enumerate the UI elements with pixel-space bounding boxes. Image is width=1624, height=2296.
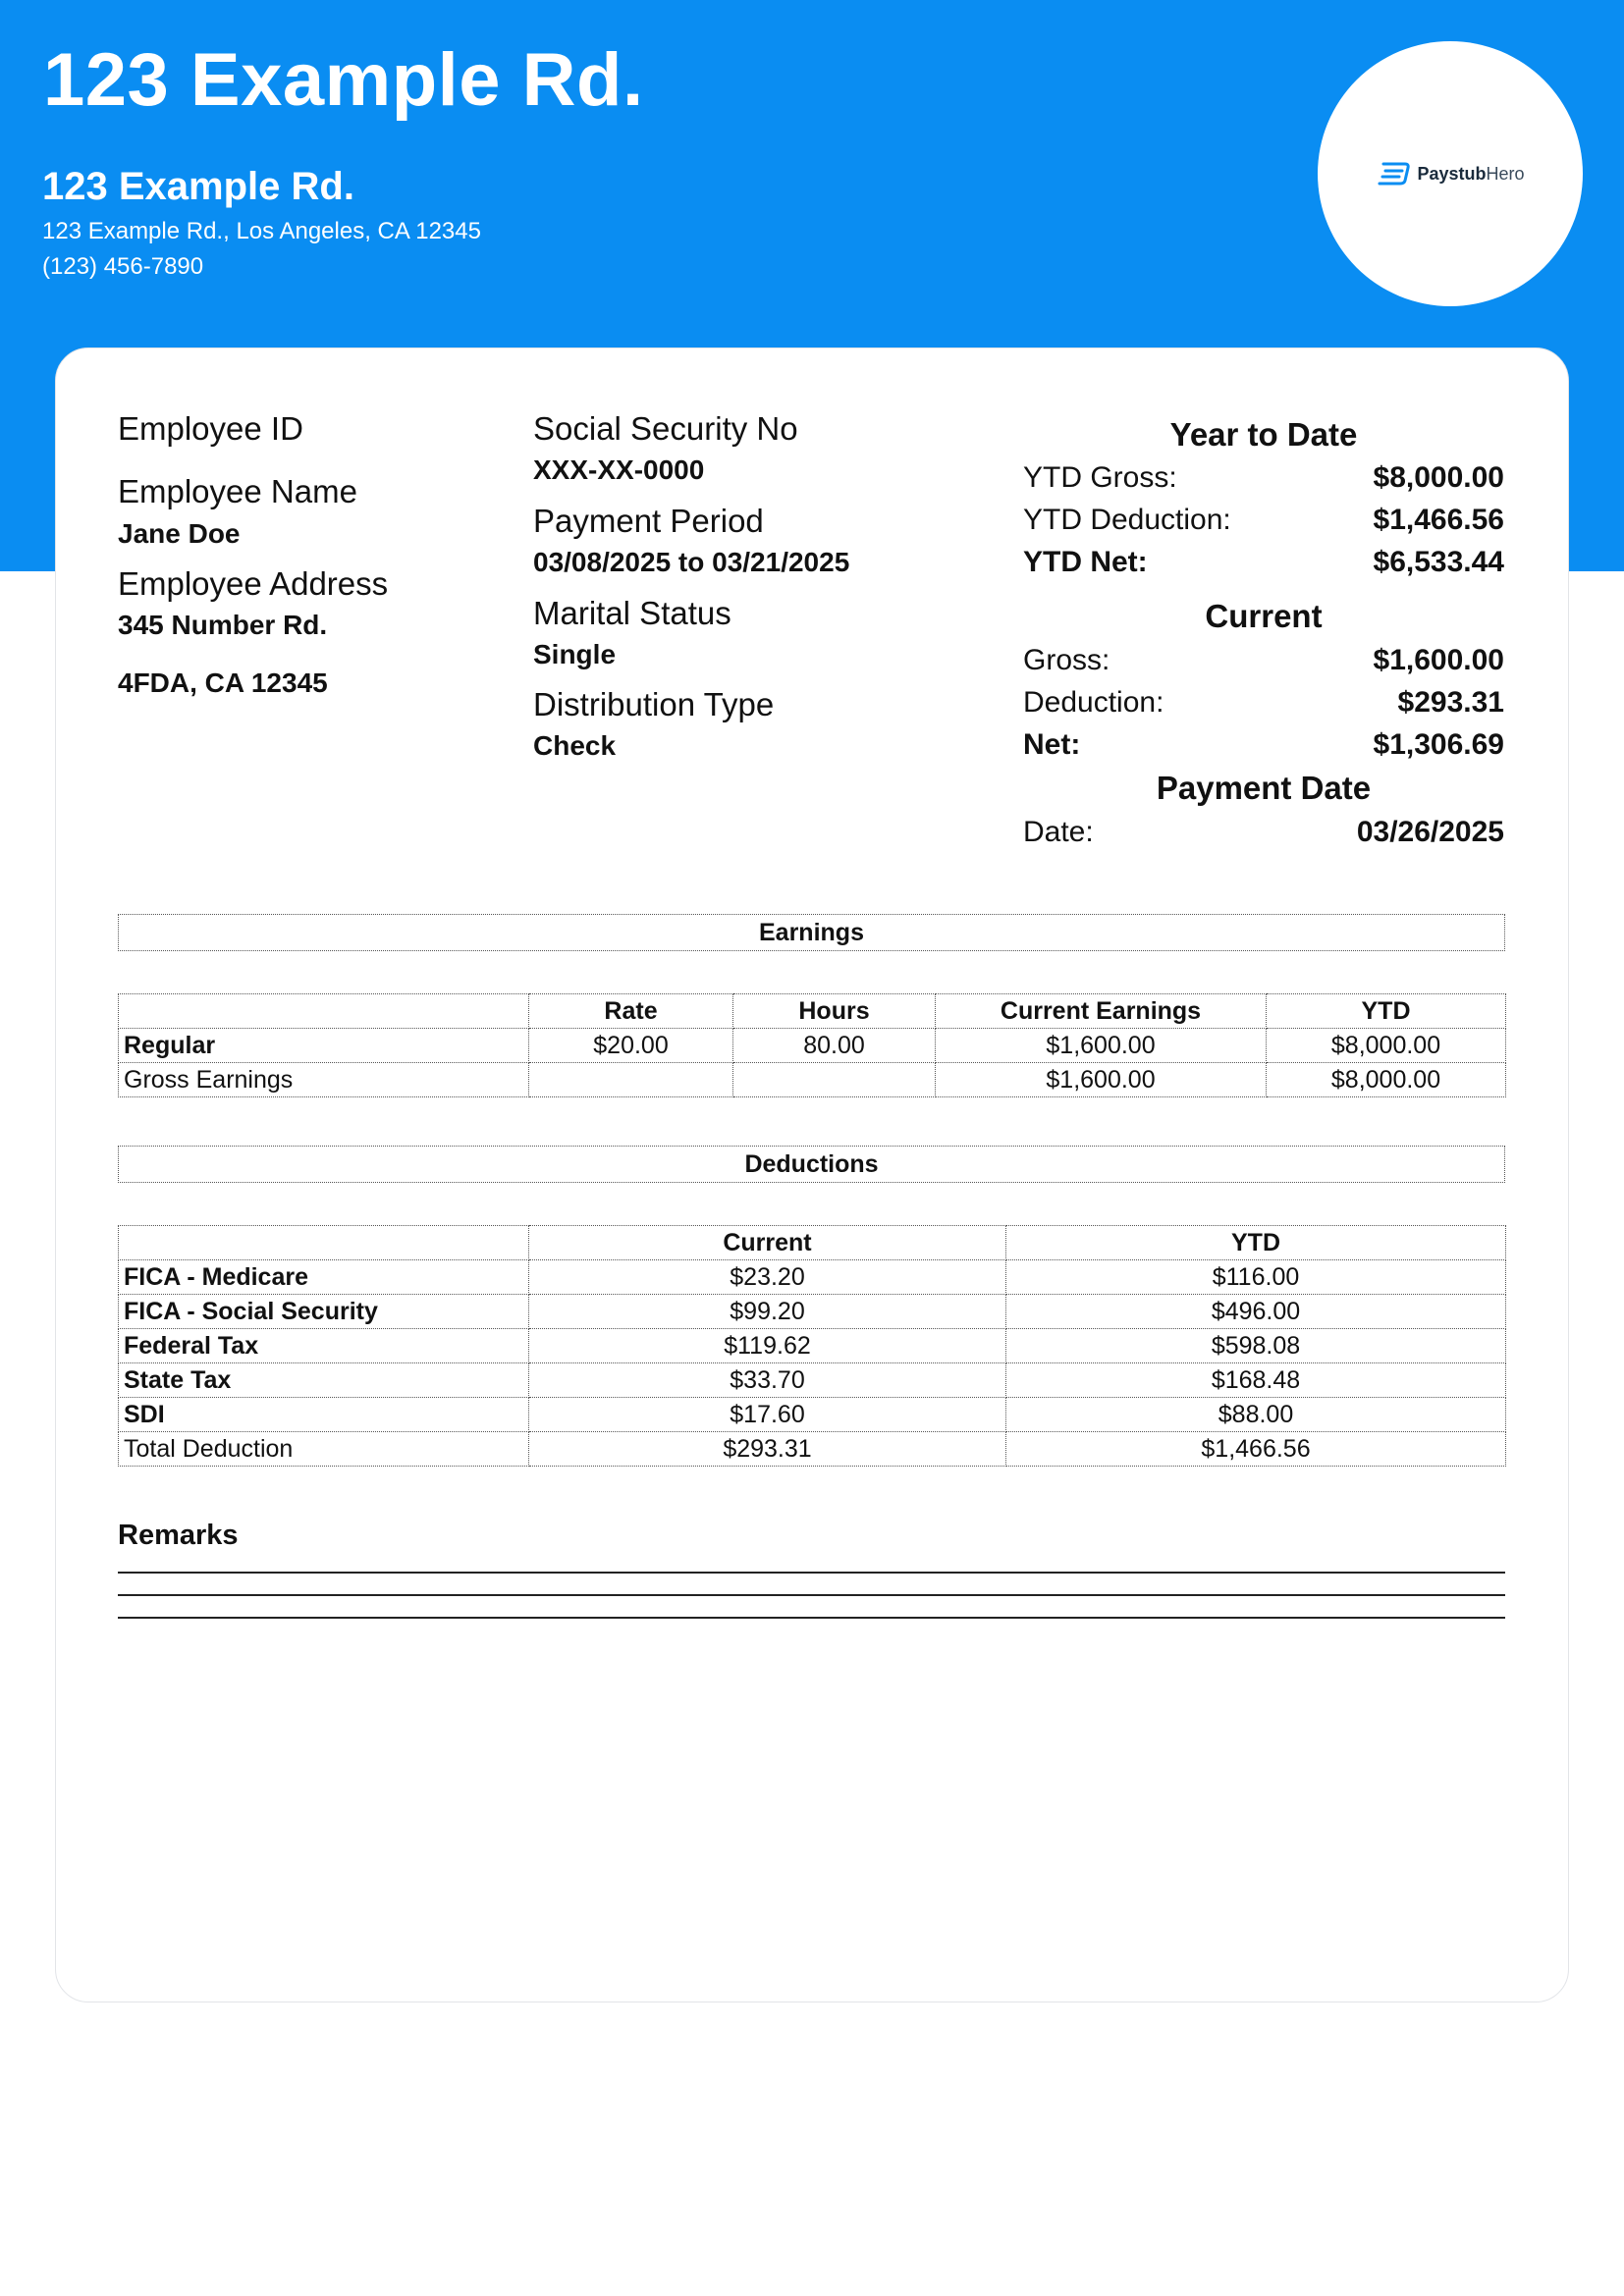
earnings-cell [529,1063,733,1097]
earnings-cell [733,1063,936,1097]
table-row [119,1295,1506,1329]
distribution-type-label: Distribution Type [533,686,775,722]
deductions-cell: $496.00 [1006,1295,1506,1329]
company-phone: (123) 456-7890 [42,253,204,280]
current-gross-row [1023,644,1504,677]
ytd-deduction-value: $1,466.56 [1373,504,1504,536]
remarks-line [118,1572,1505,1574]
deductions-section-title: Deductions [118,1146,1505,1183]
logo-badge [1318,41,1583,306]
deductions-cell: $99.20 [529,1295,1006,1329]
ytd-deduction-row [1023,504,1504,537]
payment-date-title: Payment Date [1156,770,1372,806]
earnings-table [118,993,1506,1097]
deductions-cell: $293.31 [529,1432,1006,1467]
ytd-net-row [1023,546,1504,579]
remarks-line [118,1594,1505,1596]
table-row [119,1363,1506,1398]
ytd-gross-value: $8,000.00 [1373,461,1504,494]
table-row [119,1398,1506,1432]
page-title: 123 Example Rd. [43,38,644,122]
ssn-label: Social Security No [533,410,798,447]
payment-period-value: 03/08/2025 to 03/21/2025 [533,547,850,577]
current-gross-value: $1,600.00 [1373,644,1504,676]
ytd-gross-row [1023,461,1504,495]
deductions-cell: $17.60 [529,1398,1006,1432]
deductions-cell: $598.08 [1006,1329,1506,1363]
logo [1376,161,1524,187]
deductions-cell: $119.62 [529,1329,1006,1363]
current-net-row [1023,728,1504,762]
marital-status-label: Marital Status [533,595,731,631]
deductions-cell: State Tax [119,1363,529,1398]
table-row [119,1432,1506,1467]
table-row [119,1063,1506,1097]
earnings-cell: 80.00 [733,1029,936,1063]
company-address: 123 Example Rd., Los Angeles, CA 12345 [42,218,481,244]
deductions-cell: $116.00 [1006,1260,1506,1295]
current-title: Current [1205,598,1323,634]
table-row [119,1260,1506,1295]
deductions-header-cell: Current [529,1226,1006,1260]
ytd-gross-label: YTD Gross: [1023,461,1177,494]
earnings-header-cell [119,994,529,1029]
employee-address-line2: 4FDA, CA 12345 [118,667,328,698]
deductions-cell: FICA - Social Security [119,1295,529,1329]
deductions-table [118,1225,1506,1467]
current-gross-label: Gross: [1023,644,1110,676]
earnings-cell: $20.00 [529,1029,733,1063]
earnings-cell: Regular [119,1029,529,1063]
paystub-logo-icon [1376,161,1411,187]
deductions-cell: $1,466.56 [1006,1432,1506,1467]
deductions-cell: $88.00 [1006,1398,1506,1432]
employee-id-label: Employee ID [118,410,303,447]
ytd-title: Year to Date [1169,416,1358,453]
current-net-label: Net: [1023,728,1081,761]
deductions-cell: $23.20 [529,1260,1006,1295]
table-row [119,1029,1506,1063]
earnings-header-cell: Hours [733,994,936,1029]
deductions-header-cell [119,1226,529,1260]
marital-status-value: Single [533,639,617,669]
earnings-cell: $8,000.00 [1267,1029,1506,1063]
ytd-deduction-label: YTD Deduction: [1023,504,1231,536]
employee-address-label: Employee Address [118,565,389,602]
deductions-cell: SDI [119,1398,529,1432]
earnings-section-title: Earnings [118,914,1505,951]
payment-date-value: 03/26/2025 [1356,816,1504,848]
remarks-label: Remarks [118,1520,239,1551]
payment-period-label: Payment Period [533,503,764,539]
table-row [119,1329,1506,1363]
logo-brand-light: Hero [1486,163,1525,184]
employee-address-line1: 345 Number Rd. [118,610,328,640]
earnings-header-row [119,994,1506,1029]
ytd-net-value: $6,533.44 [1373,546,1504,578]
earnings-cell: $1,600.00 [936,1029,1267,1063]
earnings-cell: Gross Earnings [119,1063,529,1097]
current-deduction-row [1023,686,1504,720]
employee-name-label: Employee Name [118,473,357,509]
earnings-header-cell: Current Earnings [936,994,1267,1029]
payment-date-row [1023,816,1504,849]
payment-date-label: Date: [1023,816,1094,848]
ytd-net-label: YTD Net: [1023,546,1148,578]
deductions-header-row [119,1226,1506,1260]
deductions-header-cell: YTD [1006,1226,1506,1260]
current-deduction-value: $293.31 [1397,686,1504,719]
deductions-cell: FICA - Medicare [119,1260,529,1295]
current-deduction-label: Deduction: [1023,686,1164,719]
employee-name: Jane Doe [118,518,241,549]
distribution-type-value: Check [533,730,617,761]
deductions-cell: $33.70 [529,1363,1006,1398]
earnings-cell: $8,000.00 [1267,1063,1506,1097]
earnings-header-cell: YTD [1267,994,1506,1029]
deductions-cell: $168.48 [1006,1363,1506,1398]
remarks-line [118,1617,1505,1619]
deductions-cell: Federal Tax [119,1329,529,1363]
deductions-cell: Total Deduction [119,1432,529,1467]
earnings-header-cell: Rate [529,994,733,1029]
ssn-value: XXX-XX-0000 [533,454,705,485]
current-net-value: $1,306.69 [1373,728,1504,761]
earnings-cell: $1,600.00 [936,1063,1267,1097]
logo-brand-bold: Paystub [1417,163,1487,184]
company-name: 123 Example Rd. [42,165,354,208]
